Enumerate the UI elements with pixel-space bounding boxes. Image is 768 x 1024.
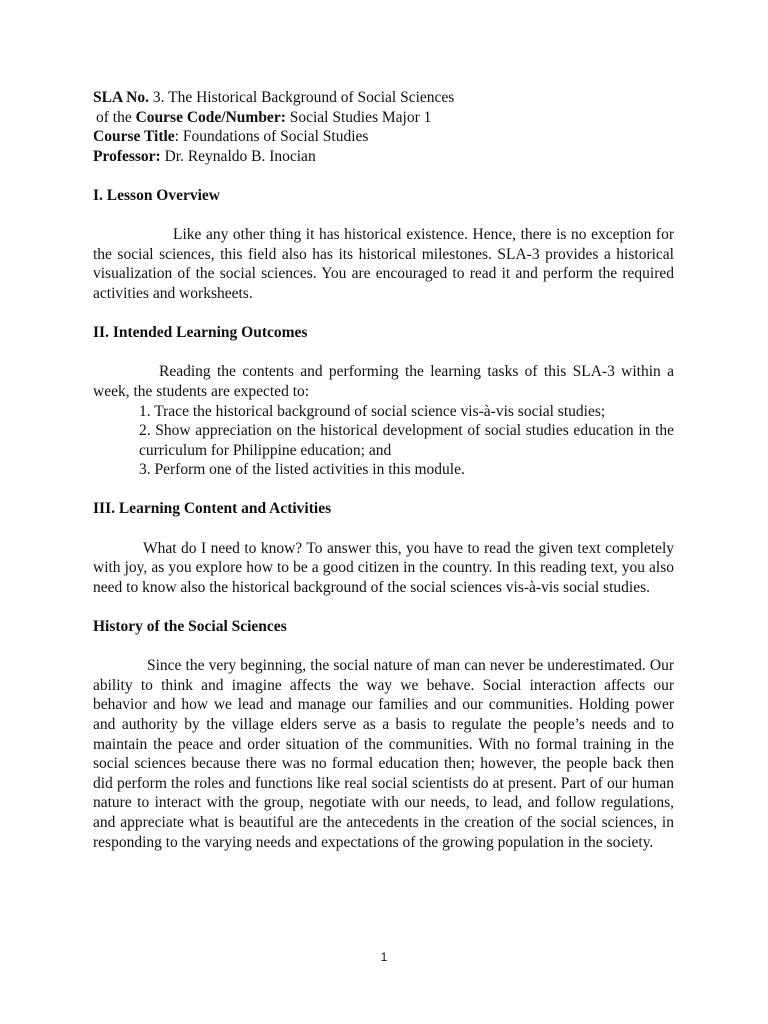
page-number: 1: [380, 950, 388, 964]
course-code-label: Course Code/Number:: [135, 108, 286, 126]
list-item: 2. Show appreciation on the historical development of social studies education in the curriculum for Philippine education; and: [139, 422, 674, 459]
course-title-value: : Foundations of Social Studies: [174, 128, 369, 146]
professor-label: Professor:: [93, 147, 161, 165]
lesson-overview-paragraph: Like any other thing it has historical existence. Hence, there is no exception for the social sciences, this field also has its historical milestones. SLA-3 provides a historical visualization of the social sciences. You are encouraged to read it and perform the required activities and worksheets.: [93, 226, 674, 302]
list-item: 3. Perform one of the listed activities in this module.: [139, 461, 465, 479]
sla-label: SLA No.: [93, 89, 149, 106]
course-code-value: Social Studies Major 1: [285, 108, 432, 126]
professor-line: [93, 147, 674, 167]
course-code-prefix: of the: [96, 108, 136, 126]
history-heading: History of the Social Sciences: [93, 618, 287, 636]
sla-title: 3. The Historical Background of Social Sciences: [149, 89, 455, 106]
lesson-overview-heading: I. Lesson Overview: [93, 186, 221, 204]
professor-value: Dr. Reynaldo B. Inocian: [160, 147, 316, 165]
list-item: 1. Trace the historical background of social science vis-à-vis social studies;: [139, 402, 606, 420]
learning-content-heading: III. Learning Content and Activities: [93, 500, 332, 518]
sla-number-line: [93, 88, 674, 108]
course-title-line: [93, 127, 674, 147]
course-code-line: [93, 108, 674, 128]
history-paragraph: Since the very beginning, the social nature of man can never be underestimated. Our ability to think and imagine affects the way we behave. Social interaction affects our behavior and how we lead and manage our families and our communities. Holding power and authority by the village elders serve as a basis to regulate the people’s needs and to maintain the peace and order situation of the communities. With no formal training in the social sciences because there was no formal education then; however, the people back then did perform the roles and functions like real social scientists do at present. Part of our human nature to interact with the group, negotiate with our needs, to lead, and follow regulations, and appreciate what is beautiful are the antecedents in the creation of the social sciences, in responding to the varying needs and expectations of the growing population in the society.: [93, 657, 674, 851]
learning-outcomes-heading: II. Intended Learning Outcomes: [93, 324, 308, 342]
learning-content-paragraph: What do I need to know? To answer this, you have to read the given text completely with joy, as you explore how to be a good citizen in the country. In this reading text, you also need to know also the historical background of the social sciences vis-à-vis social studies.: [93, 539, 674, 596]
learning-outcomes-list: [93, 402, 674, 480]
learning-outcomes-intro: Reading the contents and performing the learning tasks of this SLA-3 within a week, the students are expected to:: [93, 363, 674, 400]
course-title-label: Course Title: [93, 128, 175, 146]
